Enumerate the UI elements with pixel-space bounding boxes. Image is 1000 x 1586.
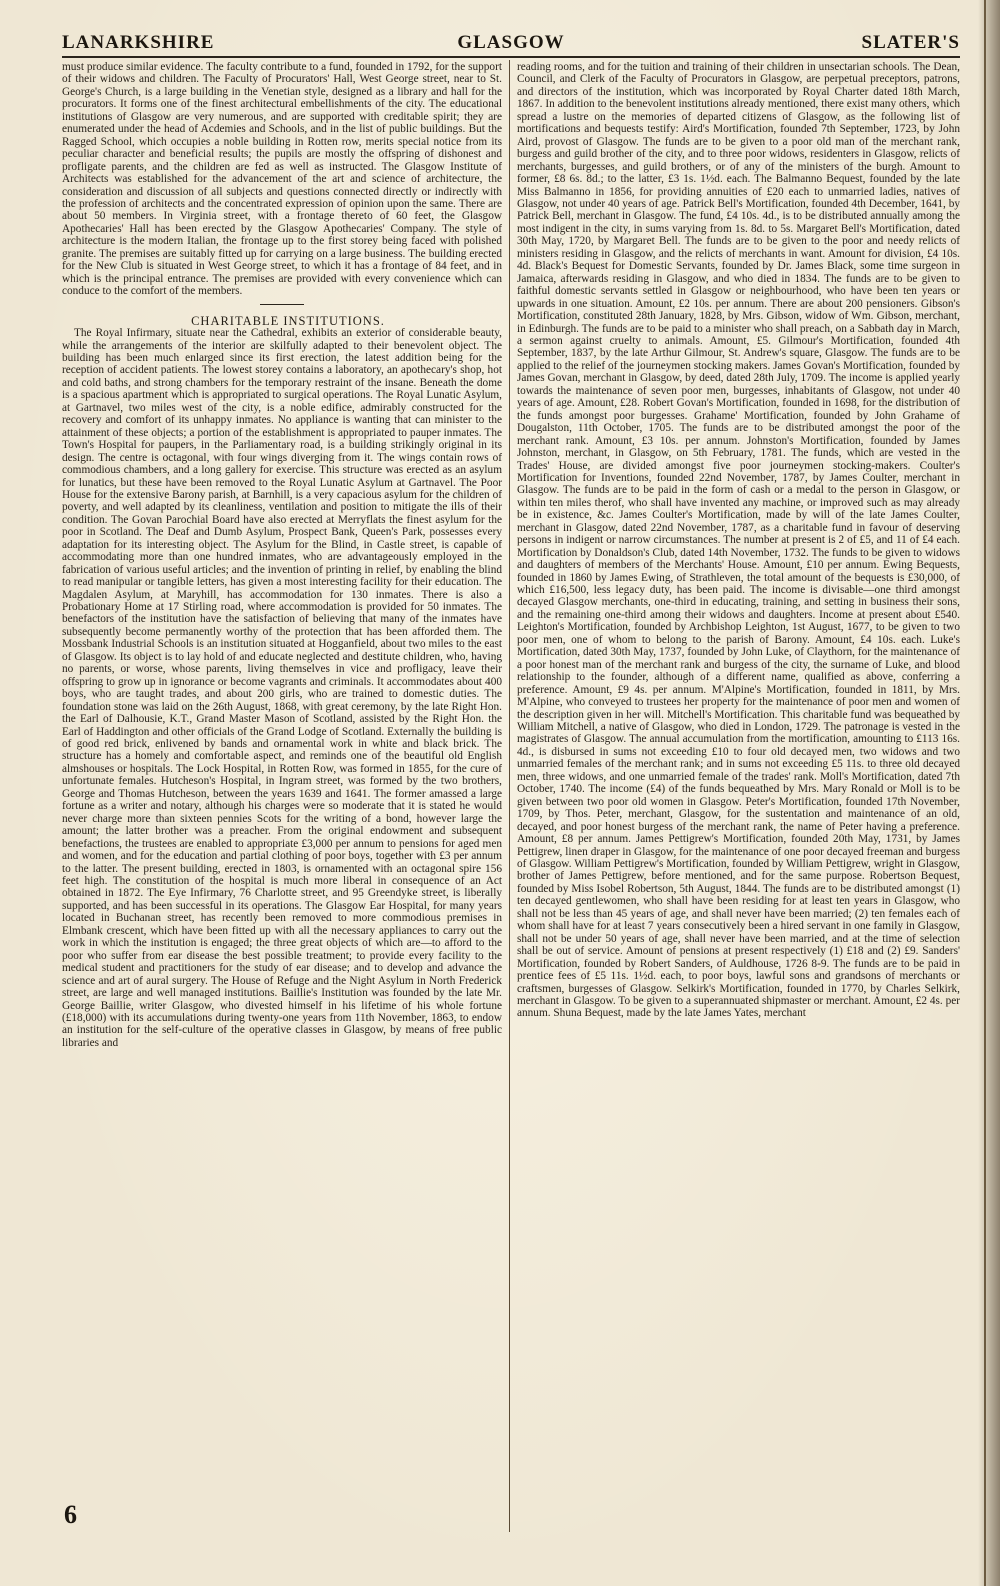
header-city: GLASGOW	[457, 32, 565, 53]
left-column	[62, 61, 502, 1049]
section-heading: CHARITABLE INSTITUTIONS.	[191, 313, 385, 328]
section-divider	[260, 304, 304, 305]
page-edge	[984, 0, 986, 1586]
charitable-paragraph: The Royal Infirmary, situate near the Cathedral, exhibits an exterior of considerable beauty, while the arrangements of the interior are skilfully adapted to their benevolent object. The building has been much enlarged since its first erection, the latest addition being for the reception of accident patients. The lowest storey contains a laboratory, an apothecary's shop, hot and cold baths, and strong chambers for the temporary restraint of the insane. Beneath the dome is a spacious apartment which is appropriated to surgical operations. The Royal Lunatic Asylum, at Gartnavel, two miles west of the city, is a noble edifice, admirably constructed for the recovery and comfort of its unhappy inmates. No appliance is wanting that can minister to the attainment of these objects; a portion of the establishment is appropriated to pauper inmates. The Town's Hospital for paupers, in the Parliamentary road, is a building strikingly original in its design. The centre is octagonal, with four wings diverging from it. The wings contain rows of commodious chambers, and a long gallery for exercise. This structure was erected as an asylum for lunatics, but these have been removed to the Royal Lunatic Asylum at Gartnavel. The Poor House for the extensive Barony parish, at Barnhill, is a very capacious asylum for the children of poverty, and well adapted by its cleanliness, ventilation and position to mitigate the ills of their condition. The Govan Parochial Board have also erected at Merryflats the finest asylum for the poor in Scotland. The Deaf and Dumb Asylum, Prospect Bank, Queen's Park, possesses every adaptation for its interesting object. The Asylum for the Blind, in Castle street, is capable of accommodating more than one hundred inmates, who are advantageously employed in the fabrication of various useful articles; and the invention of printing in relief, by enabling the blind to read manipular or tangible letters, has given a most interesting facility for their education. The Magdalen Asylum, at Maryhill, has accommodation for 130 inmates. There is also a Probationary Home at 17 Stirling road, where accommodation is provided for 50 inmates. The benefactors of the institution have the satisfaction of believing that many of the inmates have subsequently become permanently worthy of the protection that has been afforded them. The Mossbank Industrial Schools is an institution situated at Hogganfield, about two miles to the east of Glasgow. Its object is to lay hold of and educate neglected and destitute children, who, having no parents, or worse, whose parents, living themselves in vice and profligacy, leave their offspring to grow up in ignorance or become vagrants and criminals. It accommodates about 400 boys, who are taught trades, and about 200 girls, who are trained to domestic duties. The foundation stone was laid on the 26th August, 1868, with great ceremony, by the late Right Hon. the Earl of Dalhousie, K.T., Grand Master Mason of Scotland, assisted by the Right Hon. the Earl of Haddington and other officials of the Grand Lodge of Scotland. Externally the building is of good red brick, enlivened by bands and ornamental work in white and black brick. The structure has a homely and comfortable aspect, and reminds one of the beautiful old English almshouses or hospitals. The Lock Hospital, in Rotten Row, was formed in 1855, for the cure of unfortunate females. Hutcheson's Hospital, in Ingram street, was formed by the two brothers, George and Thomas Hutcheson, between the years 1639 and 1641. The former amassed a large fortune as a writer and notary, although his charges were so moderate that it is stated he would never charge more than sixteen pennies Scots for the writing of a bond, however large the amount; the latter brother was a preacher. From the original endowment and subsequent benefactions, the trustees are enabled to appropriate £3,000 per annum to pensions for aged men and women, and for the education and partial clothing of poor boys, together with £3 per annum to the latter. The present building, erected in 1803, is ornamented with an octagonal spire 156 feet high. The constitution of the hospital is much more liberal in consequence of an Act obtained in 1872. The Eye Infirmary, 76 Charlotte street, and 95 Greendyke street, is liberally supported, and has been successful in its operations. The Glasgow Ear Hospital, for many years located in Buchanan street, has recently been removed to more commodious premises in Elmbank crescent, which have been fitted up with all the necessary appliances to carry out the work in which the institution is engaged; the three great objects of which are—to afford to the poor who suffer from ear disease the best possible treatment; to provide every facility to the medical student and practitioners for the study of ear disease; and to develop and advance the science and art of aural surgery. The House of Refuge and the Night Asylum in North Frederick street, are large and well managed institutions. Baillie's Institution was founded by the late Mr. George Baillie, writer Glasgow, who divested himself in his lifetime of his whole fortune (£18,000) with its accumulations during twenty-one years from 11th November, 1863, to endow an institution for the self-culture of the operative classes in Glasgow, by means of free public libraries and	[62, 327, 502, 1049]
intro-paragraph: must produce similar evidence. The faculty contribute to a fund, founded in 1792, for the support of their widows and children. The Faculty of Procurators' Hall, West George street, near to St. George's Church, is a large building in the Venetian style, designed as a library and hall for the procurators. It forms one of the finest architectural embellishments of the city. The educational institutions of Glasgow are very numerous, and are supported with creditable spirit; they are enumerated under the head of Acdemies and Schools, and in the list of public buildings. But the Ragged School, which occupies a noble building in Rotten row, merits special notice from its peculiar character and beneficial results; the pupils are mostly the offspring of dishonest and profligate parents, and the children are fed as well as instructed. The Glasgow Institute of Architects was established for the advancement of the art and science of architecture, the consideration and discussion of all subjects and questions connected directly or indirectly with the profession of architects and the concentrated expression of opinion upon the same. There are about 50 members. In Virginia street, with a frontage thereto of 60 feet, the Glasgow Apothecaries' Hall has been erected by the Glasgow Apothecaries' Company. The style of architecture is the modern Italian, the frontage up to the first storey being faced with polished granite. The premises are suitably fitted up for carrying on a large business. The building erected for the New Club is situated in West George street, to which it has a frontage of 84 feet, and in which is the principal entrance. The premises are provided with every convenience which can conduce to the comfort of the members.	[62, 61, 502, 298]
right-column	[517, 61, 960, 1020]
binding-shadow	[978, 0, 1000, 1586]
header-publisher: SLATER'S	[861, 32, 960, 53]
header-rule	[62, 56, 960, 58]
mortifications-paragraph: reading rooms, and for the tuition and training of their children in unsectarian schools. The Dean, Council, and Clerk of the Faculty of Procurators in Glasgow, are perpetual preceptors, patrons, and directors of the institution, which was incorporated by Royal Charter dated 18th March, 1867. In addition to the benevolent institutions already mentioned, there exist many others, which spread a lustre on the memories of departed citizens of Glasgow, as the following list of mortifications and bequests testify: Aird's Mortification, founded 7th September, 1723, by John Aird, provost of Glasgow. The funds are to be given to a poor old man of the merchant rank, burgess and guild brother of the city, and to three poor widows, residenters in Glasgow, relicts of merchants, burgesses, and guild brothers, or of any of the ministers of the burgh. Amount to former, £8 6s. 8d.; to the latter, £3 1s. 1½d. each. The Balmanno Bequest, founded by the late Miss Balmanno in 1856, for providing annuities of £20 each to unmarried ladies, natives of Glasgow, not under 40 years of age. Patrick Bell's Mortification, founded 4th December, 1641, by Patrick Bell, merchant in Glasgow. The fund, £4 10s. 4d., is to be distributed annually among the most indigent in the city, in sums varying from 1s. 8d. to 5s. Margaret Bell's Mortification, dated 30th May, 1720, by Margaret Bell. The funds are to be given to the poor and needy relicts of ministers residing in Glasgow, and the relicts of merchants in want. Amount for division, £4 10s. 4d. Black's Bequest for Domestic Servants, founded by Dr. James Black, some time surgeon in Jamaica, afterwards residing in Glasgow, and who died in 1834. The funds are to be given to faithful domestic servants settled in Glasgow or neighbourhood, who have been ten years or upwards in one situation. Amount, £2 10s. per annum. There are about 200 pensioners. Gibson's Mortification, constituted 28th January, 1828, by Mrs. Gibson, widow of Wm. Gibson, merchant, in Edinburgh. The funds are to be paid to a minister who shall preach, on a Sabbath day in March, a sermon against cruelty to animals. Amount, £5. Gilmour's Mortification, founded 4th September, 1837, by the late Arthur Gilmour, St. Andrew's square, Glasgow. The funds are to be applied to the relief of the journeymen stocking makers. James Govan's Mortification, founded by James Govan, merchant in Glasgow, by deed, dated 28th July, 1709. The income is applied yearly towards the maintenance of seven poor men, burgesses, inhabitants of Glasgow, not under 40 years of age. Amount, £28. Robert Govan's Mortification, founded in 1698, for the distribution of the funds amongst poor burgesses. Grahame' Mortification, founded by John Grahame of Dougalston, 11th October, 1705. The funds are to be distributed amongst the poor of the merchant rank. Amount, £3 10s. per annum. Johnston's Mortification, founded by James Johnston, merchant, in Glasgow, on 5th February, 1781. The funds, which are vested in the Trades' House, are divided amongst five poor journeymen stocking-makers. Coulter's Mortification for Inventions, founded 22nd November, 1787, by James Coulter, merchant in Glasgow. The funds are to be paid in the form of cash or a medal to the person in Glasgow, or within ten miles therof, who shall have invented any machine, or improved such as may already be in existence, &c. James Coulter's Mortification, made by will of the late James Coulter, merchant in Glasgow, dated 22nd November, 1787, as a charitable fund in favour of deserving persons in indigent or narrow circumstances. The number at present is 2 of £5, and 11 of £4 each. Mortification by Donaldson's Club, dated 14th November, 1732. The funds to be given to widows and daughters of members of the Merchants' House. Amount, £10 per annum. Ewing Bequests, founded in 1860 by James Ewing, of Strathleven, the total amount of the bequests is £30,000, of which £16,500, less legacy duty, has been paid. The income is divisable—one third amongst decayed Glasgow merchants, one-third in educating, training, and setting in business their sons, and the remaining one-third among their widows and daughters. Income at present about £540. Leighton's Mortification, founded by Archbishop Leighton, 1st August, 1677, to be given to two poor men, one of whom to belong to the parish of Barony. Amount, £4 10s. each. Luke's Mortification, dated 30th May, 1737, founded by John Luke, of Claythorn, for the maintenance of a poor honest man of the merchant rank and burgess of the city, the surname of Luke, and blood relationship to the founder, although of a different name, qualified as above, conferring a preference. Amount, £9 4s. per annum. M'Alpine's Mortification, founded in 1811, by Mrs. M'Alpine, who conveyed to trustees her property for the maintenance of poor men and women of the description given in her will. Mitchell's Mortification. This charitable fund was bequeathed by William Mitchell, a native of Glasgow, who died in London, 1729. The patronage is vested in the magistrates of Glasgow. The annual accumulation from the mortification, amounting to £113 16s. 4d., is disbursed in sums not exceeding £10 to four old decayed men, two widows and two unmarried females of the merchant rank; and in sums not exceeding £5 11s. to three old decayed men, three widows, and one unmarried female of the trades' rank. Moll's Mortification, dated 7th October, 1740. The income (£4) of the funds bequeathed by Mrs. Mary Ronald or Moll is to be given between two poor old women in Glasgow. Peter's Mortification, founded 17th November, 1709, by Thos. Peter, merchant, Glasgow, for the sustentation and maintenance of an old, decayed, and poor honest burgess of the merchant rank, the name of Peter having a preference. Amount, £8 per annum. James Pettigrew's Mortification, founded 20th May, 1731, by James Pettigrew, linen draper in Glasgow, for the maintenance of one poor decayed freeman and burgess of Glasgow. William Pettigrew's Mortification, founded by William Pettigrew, wright in Glasgow, brother of James Pettigrew, before mentioned, and for the same purpose. Robertson Bequest, founded by Miss Isobel Robertson, 5th August, 1844. The funds are to be distributed amongst (1) ten decayed gentlewomen, who shall have been residing for at least ten years in Glasgow, who shall not be less than 45 years of age, and shall never have been married; (2) ten females each of whom shall have for at least 7 years consecutively been a hired servant in one family in Glasgow, shall not be under 50 years of age, shall never have been married, and at the time of selection shall be out of service. Amount of pensions at present respectively (1) £18 and (2) £9. Sanders' Mortification, founded by Robert Sanders, of Auldhouse, 1726 8-9. The funds are to be paid in prentice fees of £5 11s. 1½d. each, to poor boys, lawful sons and grandsons of merchants or craftsmen, burgesses of Glasgow. Selkirk's Mortification, founded in 1770, by Charles Selkirk, merchant in Glasgow. To be given to a superannuated shipmaster or merchant. Amount, £2 4s. per annum. Shuna Bequest, made by the late James Yates, merchant	[517, 61, 960, 1020]
page-number: 6	[64, 1500, 77, 1529]
header-county: LANARKSHIRE	[62, 32, 215, 53]
running-header	[62, 32, 960, 58]
column-divider	[509, 60, 510, 1532]
